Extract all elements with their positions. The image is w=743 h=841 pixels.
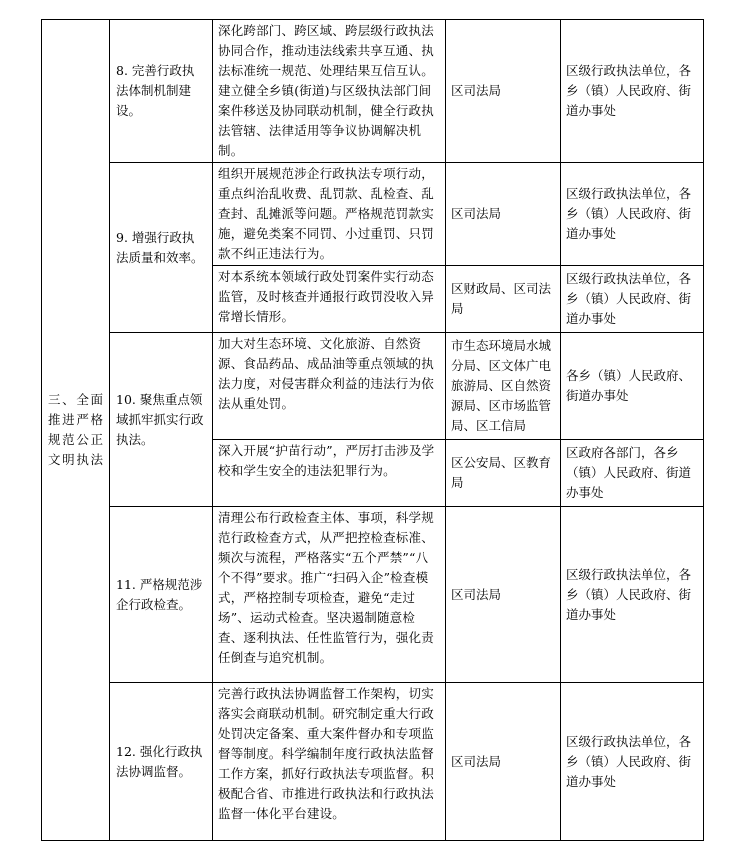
task-title-cell — [110, 507, 213, 683]
lead-unit: 市生态环境局水城分局、区文体广电旅游局、区自然资源局、区市场监管局、区工信局 — [451, 338, 552, 433]
task-content-cell — [213, 266, 446, 333]
lead-unit-cell — [446, 333, 561, 440]
task-content: 完善行政执法协调监督工作架构，切实落实会商联动机制。研究制定重大行政处罚决定备案、重大案件督办和专项监督等制度。科学编制年度行政执法监督工作方案，抓好行政执法专项监督。积极配合省、市推进行政执法和行政执法监督一体化平台建设。 — [218, 686, 434, 821]
responsible-unit-cell — [561, 440, 704, 507]
task-title: 10. 聚焦重点领域抓牢抓实行政执法。 — [116, 391, 204, 447]
responsible-unit-cell — [561, 507, 704, 683]
lead-unit: 区司法局 — [451, 206, 502, 221]
responsible-unit: 各乡（镇）人民政府、街道办事处 — [566, 368, 692, 403]
task-content: 加大对生态环境、文化旅游、自然资源、食品药品、成品油等重点领域的执法力度，对侵害群众利益的违法行为依法从重处罚。 — [218, 336, 434, 411]
table-row — [42, 163, 704, 266]
task-title-cell — [110, 20, 213, 163]
table-row — [42, 683, 704, 841]
task-content-cell — [213, 333, 446, 440]
table-row — [42, 507, 704, 683]
table-row — [42, 333, 704, 440]
lead-unit: 区司法局 — [451, 83, 502, 98]
task-content-cell — [213, 163, 446, 266]
task-title: 8. 完善行政执法体制机制建设。 — [116, 63, 195, 118]
lead-unit: 区司法局 — [451, 753, 502, 769]
responsible-unit-cell — [561, 20, 704, 163]
responsible-unit: 区级行政执法单位，各乡（镇）人民政府、街道办事处 — [566, 63, 692, 118]
task-title-cell — [110, 683, 213, 841]
task-content-cell — [213, 507, 446, 683]
responsible-unit: 区级行政执法单位，各乡（镇）人民政府、街道办事处 — [566, 566, 692, 622]
document-page — [41, 19, 704, 841]
responsible-unit: 区政府各部门，各乡（镇）人民政府、街道办事处 — [566, 445, 692, 500]
task-content-cell — [213, 20, 446, 163]
responsible-unit-cell — [561, 333, 704, 440]
task-title: 9. 增强行政执法质量和效率。 — [116, 229, 204, 265]
task-content: 深化跨部门、跨区域、跨层级行政执法协同合作，推动违法线索共享互通、执法标准统一规范、处理结果互信互认。建立健全乡镇(街道)与区级执法部门间案件移送及协同联动机制，健全行政执法管辖、法律适用等争议协调解决机制。 — [218, 23, 434, 158]
task-title-cell — [110, 163, 213, 333]
responsible-unit: 区级行政执法单位，各乡（镇）人民政府、街道办事处 — [566, 186, 692, 241]
lead-unit-cell — [446, 266, 561, 333]
lead-unit: 区司法局 — [451, 586, 502, 602]
category-cell — [42, 20, 110, 841]
task-content: 对本系统本领域行政处罚案件实行动态监管，及时核查并通报行政罚没收入异常增长情形。 — [218, 269, 434, 324]
task-content-cell — [213, 440, 446, 507]
lead-unit-cell — [446, 440, 561, 507]
lead-unit-cell — [446, 683, 561, 841]
lead-unit-cell — [446, 507, 561, 683]
task-content: 深入开展“护苗行动”，严厉打击涉及学校和学生安全的违法犯罪行为。 — [218, 443, 435, 478]
task-title: 11. 严格规范涉企行政检查。 — [116, 576, 203, 612]
lead-unit: 区财政局、区司法局 — [451, 281, 552, 316]
task-title: 12. 强化行政执法协调监督。 — [116, 743, 203, 779]
lead-unit-cell — [446, 20, 561, 163]
lead-unit: 区公安局、区教育局 — [451, 455, 552, 490]
responsible-unit: 区级行政执法单位，各乡（镇）人民政府、街道办事处 — [566, 271, 692, 326]
responsible-unit-cell — [561, 163, 704, 266]
table-row — [42, 20, 704, 163]
lead-unit-cell — [446, 163, 561, 266]
responsible-unit: 区级行政执法单位，各乡（镇）人民政府、街道办事处 — [566, 733, 692, 789]
task-content-cell — [213, 683, 446, 841]
responsible-unit-cell — [561, 683, 704, 841]
task-content: 组织开展规范涉企行政执法专项行动，重点纠治乱收费、乱罚款、乱检查、乱查封、乱摊派等问题。严格规范罚款实施，避免类案不同罚、小过重罚、只罚款不纠正违法行为。 — [218, 166, 434, 261]
task-content: 清理公布行政检查主体、事项，科学规范行政检查方式，从严把控检查标准、频次与流程，严格落实“五个严禁”“八个不得”要求。推广“扫码入企”检查模式，严格控制专项检查，避免“走过场”、运动式检查。坚决遏制随意检查、逐利执法、任性监管行为，强化责任倒查与追究机制。 — [218, 510, 434, 665]
responsible-unit-cell — [561, 266, 704, 333]
task-title-cell — [110, 333, 213, 507]
category-label: 三、全面推进严格规范公正文明执法 — [48, 392, 103, 467]
task-table — [41, 19, 704, 841]
